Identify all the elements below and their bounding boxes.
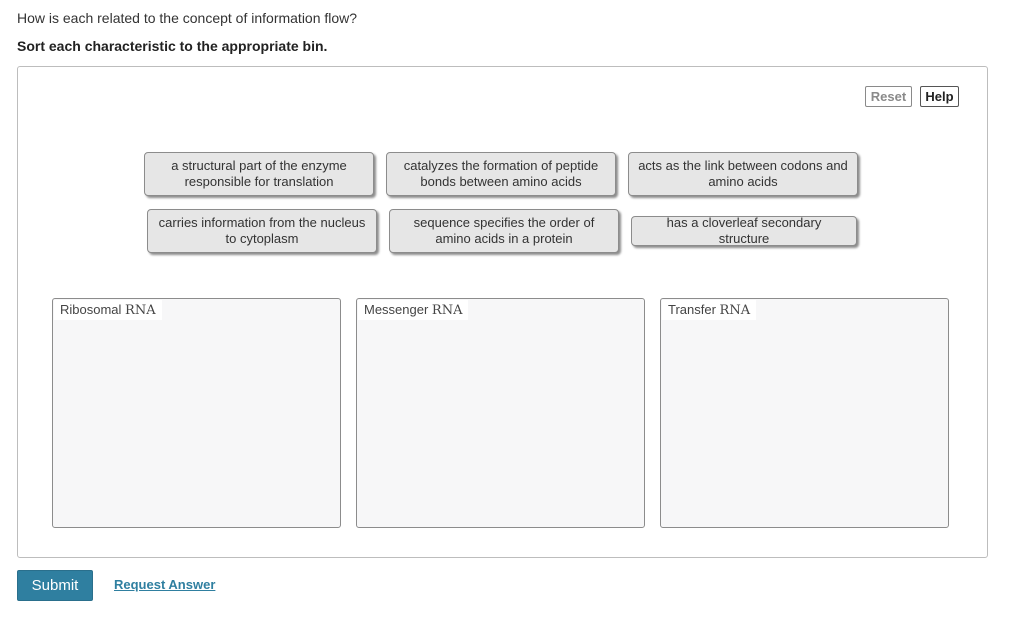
submit-button[interactable]: Submit [17,570,93,601]
bin-label [662,300,756,320]
help-button[interactable]: Help [920,86,959,107]
draggable-card[interactable] [628,152,858,196]
card-text: acts as the link between codons and amino acids [638,158,848,189]
request-answer-link[interactable]: Request Answer [114,577,216,592]
bin-label [54,300,162,320]
card-text: sequence specifies the order of amino acids in a protein [413,215,595,246]
reset-button[interactable]: Reset [865,86,912,107]
draggable-card[interactable] [147,209,377,253]
bin-messenger-rna[interactable] [356,298,645,528]
bin-label-prefix: Ribosomal [60,302,126,317]
draggable-card[interactable] [631,216,857,246]
card-text: has a cloverleaf secondary structure [666,215,822,246]
question-prompt: How is each related to the concept of information flow? [17,10,358,26]
question-instruction: Sort each characteristic to the appropriate bin. [17,38,328,54]
bin-label-prefix: Transfer [668,302,720,317]
draggable-card[interactable] [386,152,616,196]
bin-label [358,300,468,320]
card-text: a structural part of the enzyme responsible for translation [171,158,347,189]
bin-transfer-rna[interactable] [660,298,949,528]
bin-ribosomal-rna[interactable] [52,298,341,528]
draggable-card[interactable] [389,209,619,253]
card-text: carries information from the nucleus to cytoplasm [158,215,366,246]
bin-label-rna: RNA [719,303,751,318]
bin-label-prefix: Messenger [364,302,432,317]
bin-label-rna: RNA [431,303,463,318]
draggable-card[interactable] [144,152,374,196]
bin-label-rna: RNA [125,303,156,318]
card-text: catalyzes the formation of peptide bonds between amino acids [403,158,599,189]
